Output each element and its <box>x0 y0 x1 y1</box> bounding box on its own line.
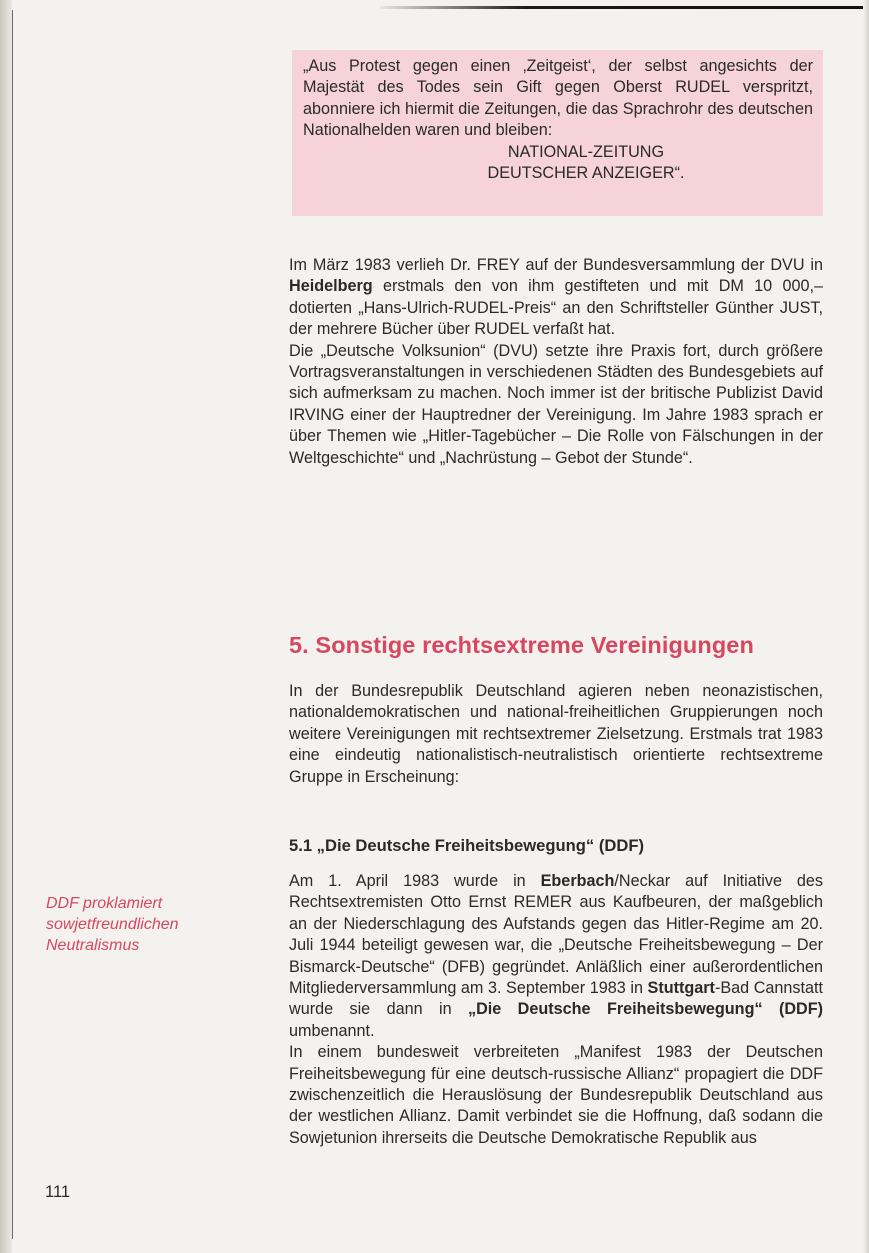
margin-note: DDF proklamiert sowjetfreundlichen Neutralismus <box>46 895 179 954</box>
binding-edge <box>0 0 12 1253</box>
paragraph-ddf-manifest: In einem bundesweit verbreiteten „Manifest 1983 der Deutschen Freiheitsbewegung für eine deutsch-russische Allianz“ propagiert die DDF zwischenzeitlich die Herauslösung der Bundesrepublik Deutschland aus der westlichen Allianz. Damit verbindet sie die Hoffnung, daß sodann die Sowjetunion ihrerseits die Deutsche Demokratische Republik aus <box>289 1043 823 1147</box>
paragraph-text: erstmals den von ihm gestifteten und mit DM 10 000,– dotierten „Hans-Ulrich-RUDEL-Preis“ an den Schriftsteller Günther JUST, der mehrere Bücher über RUDEL verfaßt hat. <box>289 277 823 339</box>
bold-place-eberbach: Eberbach <box>540 872 615 890</box>
paragraph-text: umbenannt. <box>289 1021 375 1040</box>
binding-line <box>12 10 13 1239</box>
paragraph-text: /Neckar auf Initiative des Rechtsextremisten Otto Ernst REMER aus Kaufbeuren, der maßgeblich an der Niederschlagung des Aufstands gegen das Hitler-Regime am 20. Juli 1944 beteiligt gewesen war, die „Deutsche Freiheitsbewegung – Der Bismarck-Deutsche“ (DFB) gegründet. Anläßlich einer außerordentlichen Mitgliederversammlung am 3. September 1983 in <box>289 872 823 998</box>
page-edge <box>863 0 869 1253</box>
paragraph-ddf-founding <box>289 871 823 1042</box>
quote-text-block <box>303 56 813 184</box>
section-intro: In der Bundesrepublik Deutschland agieren neben neonazistischen, nationaldemokratischen und national-freiheitlichen Gruppierungen noch weitere Vereinigungen mit rechtsextremer Zielsetzung. Erstmals trat 1983 eine eindeutig nationalistisch-neutralistisch orientierte rechtsextreme Gruppe in Erscheinung: <box>289 682 823 786</box>
quote-body: „Aus Protest gegen einen ‚Zeitgeist‘, der selbst angesichts der Majestät des Todes sein Gift gegen Oberst RUDEL verspritzt, abonniere ich hiermit die Zeitungen, die das Sprachrohr des deutschen Nationalhelden waren und bleiben: <box>303 57 813 140</box>
bold-place-stuttgart: Stuttgart <box>647 979 715 998</box>
top-rule <box>380 6 865 9</box>
paragraph-text: Am 1. April 1983 wurde in <box>289 872 541 890</box>
paragraph-text: Im März 1983 verlieh Dr. FREY auf der Bundesversammlung der DVU in <box>289 256 823 274</box>
bold-org-name: „Die Deutsche Freiheitsbewegung“ (DDF) <box>468 1000 823 1019</box>
quote-line-national-zeitung: NATIONAL-ZEITUNG <box>507 142 665 161</box>
body-text-upper <box>289 255 823 469</box>
page-number: 111 <box>45 1183 71 1201</box>
paragraph-frey-prize <box>289 255 823 341</box>
paragraph-dvu-events: Die „Deutsche Volksunion“ (DVU) setzte ihre Praxis fort, durch größere Vortragsveranstaltungen in verschiedenen Städten des Bundesgebiets auf sich aufmerksam zu machen. Noch immer ist der britische Publizist David IRVING einer der Hauptredner der Vereinigung. Im Jahre 1983 sprach er über Themen wie „Hitler-Tagebücher – Die Rolle von Fälschungen in der Weltgeschichte“ und „Nachrüstung – Gebot der Stunde“. <box>289 341 823 467</box>
bold-place-heidelberg: Heidelberg <box>289 277 373 296</box>
section-heading: 5. Sonstige rechtsextreme Vereinigungen <box>289 632 754 658</box>
paragraph-text: -Bad Cannstatt wurde sie dann in <box>289 979 823 1019</box>
body-text-lower <box>289 871 823 1149</box>
quote-line-deutscher-anzeiger: DEUTSCHER ANZEIGER“. <box>487 164 685 183</box>
subsection-heading: 5.1 „Die Deutsche Freiheitsbewegung“ (DDF) <box>289 836 644 855</box>
